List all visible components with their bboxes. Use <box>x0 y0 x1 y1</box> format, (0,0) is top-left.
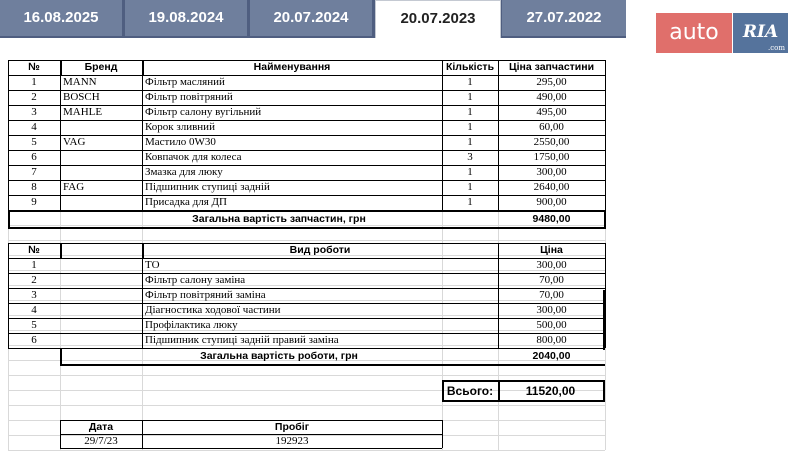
parts-row-num: 1 <box>31 76 37 88</box>
parts-row-name: Мастило 0W30 <box>145 136 216 148</box>
parts-total-label: Загальна вартість запчастин, грн <box>192 213 366 225</box>
parts-row-brand <box>60 195 142 210</box>
footer-date-value: 29/7/23 <box>84 435 118 447</box>
parts-row-price: 495,00 <box>536 106 567 118</box>
parts-row-qty: 1 <box>467 196 473 208</box>
parts-row-name: Присадка для ДП <box>145 196 227 208</box>
parts-row-brand: MANN <box>63 76 97 88</box>
parts-row-brand <box>60 150 142 165</box>
works-row-name: Профілактика люку <box>145 319 238 331</box>
works-header-num: № <box>28 244 40 256</box>
parts-row-brand: BOSCH <box>63 91 100 103</box>
border-line <box>8 210 10 227</box>
works-row-price: 300,00 <box>536 259 567 271</box>
footer-date-label: Дата <box>88 421 114 433</box>
tab-16-08-2025[interactable]: 16.08.2025 <box>0 0 122 36</box>
parts-row-qty: 3 <box>467 151 473 163</box>
parts-row-price: 2550,00 <box>533 136 570 148</box>
works-header-price: Ціна <box>540 244 563 256</box>
parts-row-price: 1750,00 <box>533 151 570 163</box>
parts-row-num: 5 <box>31 136 37 148</box>
border-line <box>442 400 605 402</box>
tab-19-08-2024[interactable]: 19.08.2024 <box>125 0 247 36</box>
works-row-name: Фільтр салону заміна <box>145 274 246 286</box>
parts-row-price: 300,00 <box>536 166 567 178</box>
parts-row-price: 490,00 <box>536 91 567 103</box>
parts-row-brand <box>60 120 142 135</box>
works-row-num: 5 <box>31 319 37 331</box>
works-row-price: 800,00 <box>536 334 567 346</box>
parts-row-price: 60,00 <box>539 121 564 133</box>
border-line <box>605 243 606 348</box>
footer-mileage-value: 192923 <box>275 435 309 447</box>
logo-ria-text: RIA .com <box>733 13 788 53</box>
parts-row-qty: 1 <box>467 121 473 133</box>
parts-row-name: Ковпачок для колеса <box>145 151 242 163</box>
works-row-price: 300,00 <box>536 304 567 316</box>
works-row-name: Фільтр повітряний заміна <box>145 289 266 301</box>
works-row-price: 70,00 <box>539 274 564 286</box>
works-row-num: 2 <box>31 274 37 286</box>
tab-20-07-2023[interactable]: 20.07.2023 <box>375 0 501 38</box>
works-row-num: 4 <box>31 304 37 316</box>
parts-row-qty: 1 <box>467 91 473 103</box>
border-line <box>603 380 605 401</box>
parts-header-name: Найменування <box>253 61 331 73</box>
tab-20-07-2024[interactable]: 20.07.2024 <box>250 0 372 36</box>
parts-row-qty: 1 <box>467 76 473 88</box>
parts-row-num: 4 <box>31 121 37 133</box>
border-line <box>60 243 62 258</box>
works-row-price: 70,00 <box>539 289 564 301</box>
parts-row-num: 2 <box>31 91 37 103</box>
parts-header-brand: Бренд <box>84 61 118 73</box>
grand-total-label: Всього: <box>446 384 494 398</box>
works-row-name: Підшипник ступиці задній правий заміна <box>145 334 339 346</box>
grand-total-value: 11520,00 <box>525 384 576 398</box>
works-row-num: 3 <box>31 289 37 301</box>
parts-total-value: 9480,00 <box>532 213 571 225</box>
parts-row-qty: 1 <box>467 166 473 178</box>
grid-line <box>8 375 605 376</box>
parts-row-qty: 1 <box>467 106 473 118</box>
parts-row-name: Фільтр салону вугільний <box>145 106 262 118</box>
works-header-name: Вид роботи <box>289 244 351 256</box>
parts-row-name: Фільтр повітряний <box>145 91 233 103</box>
parts-row-num: 7 <box>31 166 37 178</box>
parts-row-name: Змазка для люку <box>145 166 223 178</box>
works-total-value: 2040,00 <box>532 350 571 362</box>
border-line <box>60 364 605 366</box>
works-total-label: Загальна вартість роботи, грн <box>200 350 358 362</box>
works-row-name: Діагностика ходової частини <box>145 304 281 316</box>
border-line <box>605 60 606 210</box>
parts-header-qty: Кількість <box>445 61 495 73</box>
parts-row-price: 900,00 <box>536 196 567 208</box>
parts-row-qty: 1 <box>467 181 473 193</box>
works-row-num: 6 <box>31 334 37 346</box>
works-row-num: 1 <box>31 259 37 271</box>
footer-mileage-label: Пробіг <box>274 421 310 433</box>
parts-row-num: 6 <box>31 151 37 163</box>
grid-line <box>8 405 605 406</box>
works-row-price: 500,00 <box>536 319 567 331</box>
grid-line <box>8 450 605 451</box>
parts-row-qty: 1 <box>467 136 473 148</box>
works-row-name: ТО <box>145 259 160 271</box>
parts-row-num: 8 <box>31 181 37 193</box>
parts-row-name: Фільтр масляний <box>145 76 225 88</box>
grid-line <box>8 240 605 241</box>
parts-row-brand <box>60 165 142 180</box>
border-line <box>60 448 442 449</box>
parts-header-price: Ціна запчастини <box>508 61 595 73</box>
parts-row-price: 2640,00 <box>533 181 570 193</box>
parts-row-brand: MAHLE <box>63 106 103 118</box>
parts-row-num: 3 <box>31 106 37 118</box>
parts-row-price: 295,00 <box>536 76 567 88</box>
border-line <box>8 227 605 229</box>
parts-row-brand: VAG <box>63 136 86 148</box>
parts-header-num: № <box>28 61 40 73</box>
parts-row-name: Підшипник ступиці задній <box>145 181 270 193</box>
parts-row-name: Корок зливний <box>145 121 215 133</box>
parts-row-num: 9 <box>31 196 37 208</box>
tab-27-07-2022[interactable]: 27.07.2022 <box>502 0 626 36</box>
logo-auto-text: auto <box>656 13 732 53</box>
border-line <box>442 420 443 448</box>
parts-row-brand: FAG <box>63 181 85 193</box>
